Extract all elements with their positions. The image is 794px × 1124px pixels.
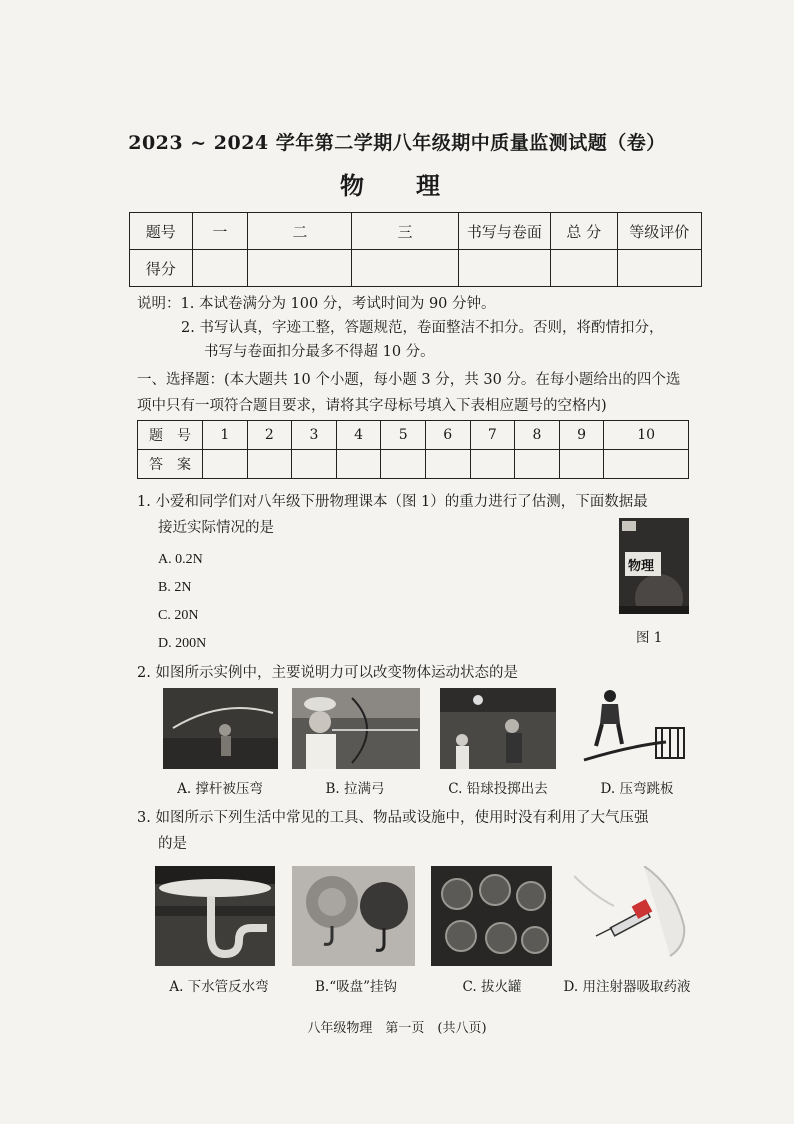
- score-header-cell: 书写与卷面: [458, 213, 550, 250]
- answer-cell[interactable]: [425, 450, 470, 479]
- score-header-cell: 一: [192, 213, 248, 250]
- score-header-cell: 二: [248, 213, 352, 250]
- answer-table-answer-row: [138, 450, 689, 479]
- shot-put-image: [440, 688, 556, 769]
- shot-put-icon: [440, 688, 556, 769]
- answer-cell[interactable]: [247, 450, 292, 479]
- score-row-label: 得分: [130, 250, 193, 287]
- score-cell[interactable]: [192, 250, 248, 287]
- question-number-cell: 6: [425, 421, 470, 450]
- question-2-stem: 2. 如图所示实例中，主要说明力可以改变物体运动状态的是: [137, 665, 518, 681]
- subject-title: 物 理: [340, 171, 454, 200]
- score-header-cell: 三: [352, 213, 458, 250]
- cupping-icon: [431, 866, 552, 966]
- question-3-stem: [137, 805, 648, 857]
- score-table-header-row: [130, 213, 702, 250]
- answer-cell[interactable]: [470, 450, 515, 479]
- score-header-cell: 等级评价: [617, 213, 701, 250]
- score-cell[interactable]: [550, 250, 617, 287]
- q1-option-c: C. 20N: [158, 608, 199, 623]
- drain-trap-icon: [155, 866, 275, 966]
- textbook-title: 物理: [628, 559, 655, 574]
- score-table-score-row: [130, 250, 702, 287]
- pole-vault-icon: [163, 688, 278, 769]
- page-footer: 八年级物理 第一页 (共八页): [307, 1021, 487, 1036]
- q1-option-a: A. 0.2N: [158, 552, 203, 567]
- question-number-cell: 5: [381, 421, 426, 450]
- answer-cell[interactable]: [381, 450, 426, 479]
- q2-caption-c: C. 铅球投掷出去: [448, 781, 548, 797]
- section-line: 项中只有一项符合题目要求，请将其字母标号填入下表相应题号的空格内): [137, 398, 607, 414]
- answer-header-label: 题 号: [138, 421, 203, 450]
- question-1-stem: [137, 489, 648, 541]
- answer-cell[interactable]: [203, 450, 248, 479]
- answer-table: [137, 420, 689, 479]
- score-cell[interactable]: [617, 250, 701, 287]
- exam-title: 2023 ~ 2024 学年第二学期八年级期中质量监测试题（卷）: [128, 132, 666, 154]
- answer-cell[interactable]: [604, 450, 689, 479]
- question-number-cell: 1: [203, 421, 248, 450]
- textbook-image: [619, 518, 689, 614]
- archery-icon: [292, 688, 420, 769]
- q1-option-b: B. 2N: [158, 580, 192, 595]
- figure-1-caption: 图 1: [636, 630, 663, 646]
- suction-hook-image: [292, 866, 415, 966]
- question-number-cell: 7: [470, 421, 515, 450]
- score-header-cell: 总 分: [550, 213, 617, 250]
- answer-cell[interactable]: [515, 450, 560, 479]
- archery-image: [292, 688, 420, 769]
- instruction-line: 说明：1. 本试卷满分为 100 分，考试时间为 90 分钟。: [137, 296, 496, 312]
- cupping-image: [431, 866, 552, 966]
- answer-cell[interactable]: [292, 450, 337, 479]
- drain-trap-image: [155, 866, 275, 966]
- q3-caption-a: A. 下水管反水弯: [169, 979, 269, 995]
- syringe-image: [574, 866, 692, 966]
- q3-caption-c: C. 拔火罐: [462, 979, 522, 995]
- q3-caption-d: D. 用注射器吸取药液: [563, 979, 691, 995]
- syringe-icon: [574, 866, 692, 966]
- textbook-cover-icon: [619, 518, 689, 614]
- score-cell[interactable]: [248, 250, 352, 287]
- q3-caption-b: B.“吸盘”挂钩: [314, 979, 397, 995]
- score-table: [129, 212, 702, 287]
- q1-option-d: D. 200N: [158, 636, 207, 651]
- section-line: 一、选择题：(本大题共 10 个小题，每小题 3 分，共 30 分。在每小题给出的四个选: [137, 372, 681, 388]
- score-header-cell: 题号: [130, 213, 193, 250]
- question-line: 1. 小爱和同学们对八年级下册物理课本（图 1）的重力进行了估测，下面数据最: [137, 494, 648, 510]
- q2-caption-b: B. 拉满弓: [325, 781, 385, 797]
- answer-table-number-row: [138, 421, 689, 450]
- pole-vault-image: [163, 688, 278, 769]
- question-line: 3. 如图所示下列生活中常见的工具、物品或设施中，使用时没有利用了大气压强: [137, 810, 649, 826]
- answer-cell[interactable]: [336, 450, 381, 479]
- instruction-line: 2. 书写认真，字迹工整，答题规范，卷面整洁不扣分。否则，将酌情扣分，: [181, 320, 664, 336]
- question-line: 的是: [158, 836, 187, 852]
- question-number-cell: 9: [559, 421, 604, 450]
- answer-cell[interactable]: [559, 450, 604, 479]
- diving-board-image: [580, 688, 688, 769]
- instruction-line: 书写与卷面扣分最多不得超 10 分。: [204, 344, 435, 360]
- diving-board-icon: [580, 688, 688, 769]
- answer-row-label: 答 案: [138, 450, 203, 479]
- section-one-heading: [137, 367, 717, 419]
- question-number-cell: 3: [292, 421, 337, 450]
- question-number-cell: 8: [515, 421, 560, 450]
- q2-caption-a: A. 撑杆被压弯: [177, 781, 263, 797]
- question-number-cell: 10: [604, 421, 689, 450]
- instructions: [137, 292, 663, 364]
- question-line: 接近实际情况的是: [158, 520, 274, 536]
- q2-caption-d: D. 压弯跳板: [600, 781, 674, 797]
- score-cell[interactable]: [352, 250, 458, 287]
- question-number-cell: 2: [247, 421, 292, 450]
- score-cell[interactable]: [458, 250, 550, 287]
- suction-hook-icon: [292, 866, 415, 966]
- question-number-cell: 4: [336, 421, 381, 450]
